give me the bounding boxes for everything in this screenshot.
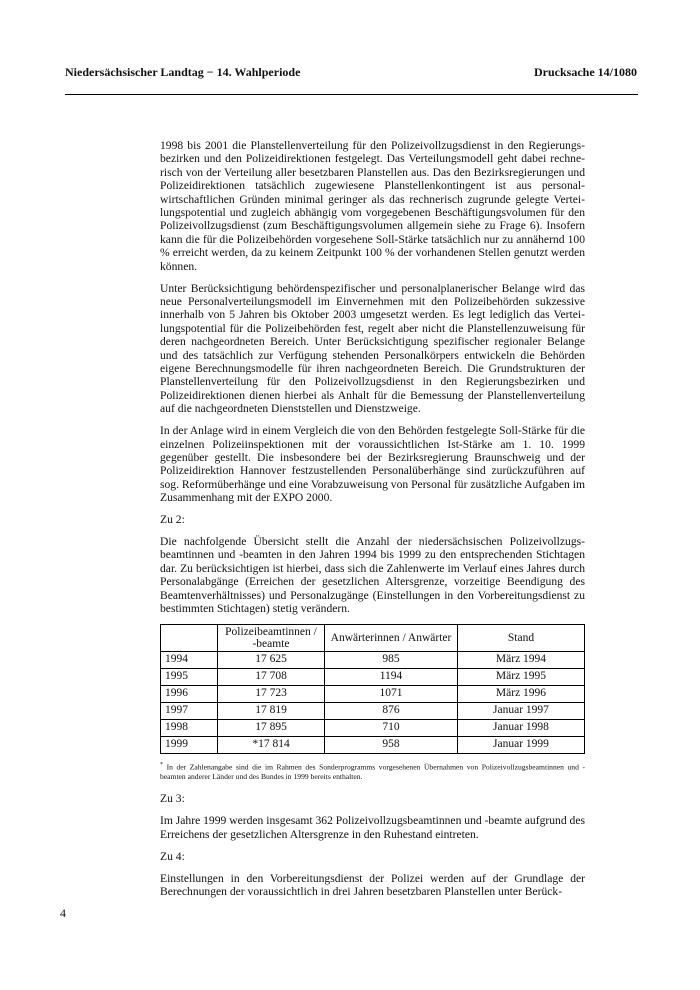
paragraph: Die nachfolgende Übersicht stellt die Anzahl der niedersächsischen Polizeivollzugsbeamtinnen und -beamten in den Jahren 1994 bis 1999 zu den entsprechenden Stichtagen dar. Zu berücksichtigen ist hierbei, dass sich die Zahlenwerte im Verlauf eines Jahres durch Personalabgänge (Erreichen der gesetzlichen Altersgrenze, vorzeitige Beendigung des Beamtenverhältnisses) und Personalzugänge (Einstellungen in den Vorbereitungsdienst zu bestimmten Stichtagen) stetig verändern.	[160, 534, 585, 615]
table-cell: 710	[325, 719, 458, 736]
table-row	[161, 651, 585, 668]
table-cell: Januar 1998	[458, 719, 585, 736]
table-footnote	[160, 761, 585, 782]
table-header-cell: Polizeibeamtinnen / -beamte	[218, 624, 325, 651]
table-cell: 1194	[325, 668, 458, 685]
header-title: Niedersächsischer Landtag − 14. Wahlperiode	[65, 65, 301, 79]
table-row	[161, 668, 585, 685]
table-row	[161, 702, 585, 719]
table-cell: Januar 1997	[458, 702, 585, 719]
document-body	[160, 139, 585, 907]
section-heading-zu-4: Zu 4:	[160, 849, 185, 863]
table-cell: 1995	[161, 668, 218, 685]
table-header-row	[161, 624, 585, 651]
personnel-table	[160, 624, 585, 754]
table-cell: 985	[325, 651, 458, 668]
paragraph: In der Anlage wird in einem Vergleich die von den Behörden festgelegte Soll-Stärke für die einzelnen Polizeiinspektionen mit der voraussichtlichen Ist-Stärke am 1. 10. 1999 gegenüber gestellt. Die insbesondere bei der Bezirksregierung Braunschweig und der Polizeidirektion Hannover festzustellenden Personalüberhänge sind zurückzuführen auf sog. Reformüberhänge und eine Vorabzuweisung von Personal für zusätzliche Aufgaben im Zusammenhang mit der EXPO 2000.	[160, 424, 585, 505]
header-rule	[65, 94, 638, 95]
table-cell: 1999	[161, 736, 218, 753]
paragraph: Einstellungen in den Vorbereitungsdienst der Polizei werden auf der Grundlage der Berechnungen der voraussichtlich in drei Jahren besetzbaren Planstellen unter Berück-	[160, 871, 585, 898]
table-cell: 1996	[161, 685, 218, 702]
table-header-cell	[161, 624, 218, 651]
table-cell: 17 819	[218, 702, 325, 719]
table-cell: 958	[325, 736, 458, 753]
table-header-cell: Stand	[458, 624, 585, 651]
paragraph: Im Jahre 1999 werden insgesamt 362 Polizeivollzugsbeamtinnen und -beamte aufgrund des Erreichens der gesetzlichen Altersgrenze in den Ruhestand eintreten.	[160, 814, 585, 841]
table-header-cell: Anwärterinnen / Anwärter	[325, 624, 458, 651]
table-cell: *17 814	[218, 736, 325, 753]
table-cell: 17 625	[218, 651, 325, 668]
table-row	[161, 685, 585, 702]
table-cell: 1997	[161, 702, 218, 719]
table-row	[161, 719, 585, 736]
table-cell: 17 895	[218, 719, 325, 736]
paragraph: Unter Berücksichtigung behördenspezifischer und personalplanerischer Belange wird das neue Personalverteilungsmodell im Einvernehmen mit den Polizeibehörden sukzessive innerhalb von 5 Jahren bis Oktober 2003 umgesetzt werden. Es legt lediglich das Verteilungspotential für die Polizeibehörden fest, regelt aber nicht die Planstellenzuweisung für deren nachgeordneten Bereich. Unter Berücksichtigung spezifischer regionaler Belange und des tatsächlich zur Verfügung stehenden Personalkörpers entwickeln die Behörden eigene Berechnungsmodelle für ihren nachgeordneten Bereich. Die Grundstrukturen der Planstellenverteilung für den Polizeivollzugsdienst in den Regierungsbezirken und Polizeidirektionen dienen hierbei als Anhalt für die Bemessung der Planstellenverteilung auf die nachgeordneten Dienststellen und Dienstzweige.	[160, 281, 585, 416]
page-header	[65, 65, 637, 83]
table-cell: 17 708	[218, 668, 325, 685]
paragraph: 1998 bis 2001 die Planstellenverteilung für den Polizeivollzugsdienst in den Regierungsbezirken und den Polizeidirektionen festgelegt. Das Verteilungsmodell geht dabei rechnerisch von der Verteilung aller besetzbaren Planstellen aus. Das den Bezirksregierungen und Polizeidirektionen tatsächlich zugewiesene Planstellenkontingent ist aus personalwirtschaftlichen Gründen minimal geringer als das rechnerisch zugrunde gelegte Verteilungspotential und zugleich abhängig vom vorgegebenen Beschäftigungsvolumen für den Polizeivollzugsdienst (zum Beschäftigungsvolumen allgemein siehe zu Frage 6). Insofern kann die für die Polizeibehörden vorgesehene Soll-Stärke tatsächlich nur zu annähernd 100 % erreicht werden, da zu keinem Zeitpunkt 100 % der vorhandenen Stellen genutzt werden können.	[160, 139, 585, 273]
section-heading-zu-3: Zu 3:	[160, 792, 185, 806]
section-heading-zu-2: Zu 2:	[160, 513, 185, 527]
table-cell: März 1996	[458, 685, 585, 702]
table-cell: 876	[325, 702, 458, 719]
table-cell: 17 723	[218, 685, 325, 702]
footnote-text: In der Zahlenangabe sind die im Rahmen des Sonderprogramms vorgesehenen Übernahmen von Polizeivollzugsbeamtinnen und -beamten anderer Länder und des Bundes in 1999 bereits enthalten.	[160, 762, 585, 781]
table-cell: 1994	[161, 651, 218, 668]
page-number: 4	[60, 906, 66, 920]
table-cell: Januar 1999	[458, 736, 585, 753]
footnote-marker: *	[160, 761, 163, 768]
table-cell: März 1994	[458, 651, 585, 668]
table-cell: März 1995	[458, 668, 585, 685]
document-number: Drucksache 14/1080	[534, 65, 637, 79]
table-cell: 1071	[325, 685, 458, 702]
table-row	[161, 736, 585, 753]
table-cell: 1998	[161, 719, 218, 736]
